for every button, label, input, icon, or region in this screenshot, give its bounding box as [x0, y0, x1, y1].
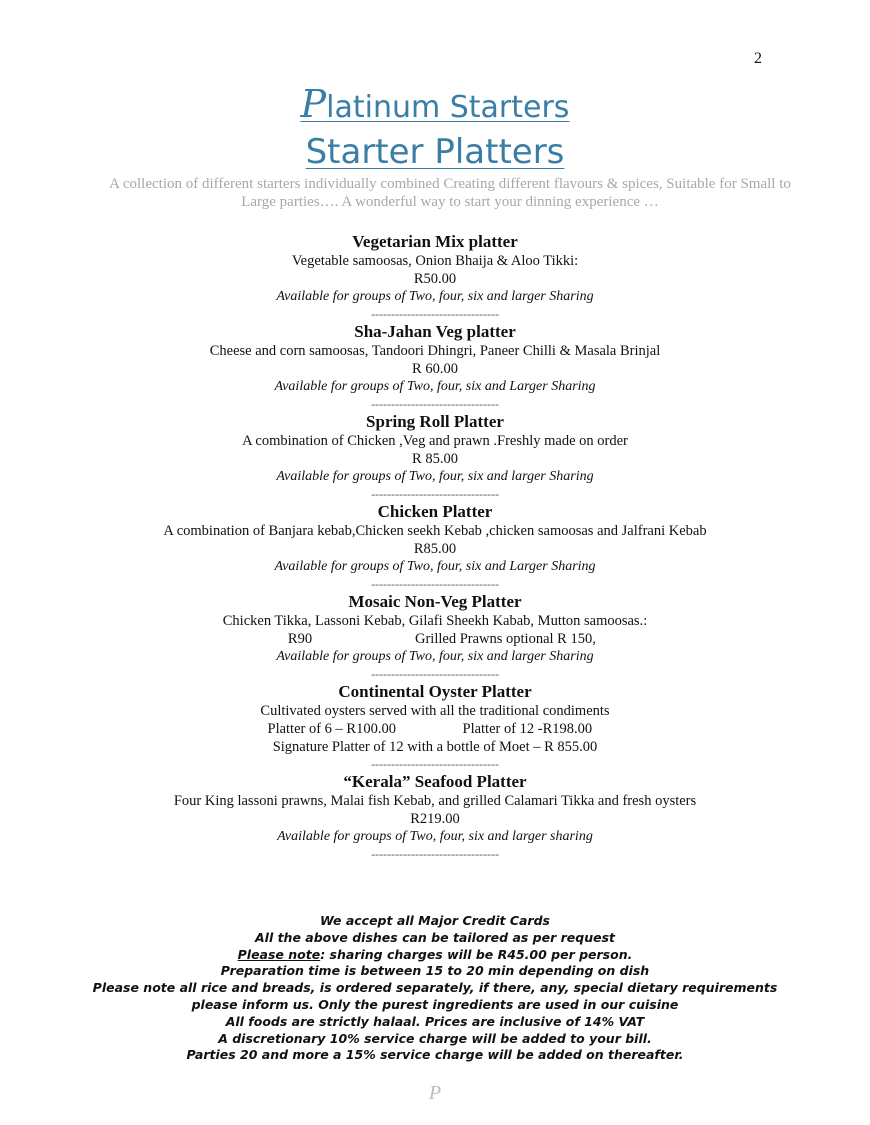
item-price: R85.00 [413, 541, 457, 557]
item-name: Chicken Platter [377, 502, 493, 521]
please-note-text: : sharing charges will be R45.00 per person. [320, 946, 633, 962]
footer-line: please inform us. Only the purest ingredients are used in our cuisine [191, 996, 679, 1012]
item-price: R50.00 [413, 271, 457, 287]
item-description: Cheese and corn samoosas, Tandoori Dhingri, Paneer Chilli & Masala Brinjal [209, 343, 661, 359]
footer-line: A discretionary 10% service charge will be added to your bill. [218, 1030, 652, 1046]
item-price: Platter of 6 – R100.00 [267, 721, 396, 737]
menu-item [0, 232, 870, 322]
item-price: R 85.00 [412, 451, 458, 467]
menu-list [0, 232, 870, 862]
item-extra-line: Signature Platter of 12 with a bottle of Moet – R 855.00 [272, 739, 598, 755]
menu-item [0, 412, 870, 502]
page-subtitle [0, 132, 870, 172]
item-price-extra: Platter of 12 -R198.00 [462, 721, 593, 737]
menu-item [0, 592, 870, 682]
item-price-extra: Grilled Prawns optional R 150, [415, 631, 596, 647]
title-drop-cap: P [300, 82, 327, 126]
separator: -------------------------------- [371, 757, 499, 771]
item-description: Four King lassoni prawns, Malai fish Kebab, and grilled Calamari Tikka and fresh oysters [173, 793, 697, 809]
page-title [0, 82, 870, 126]
subtitle-text: Starter Platters [305, 132, 565, 172]
item-name: Mosaic Non-Veg Platter [348, 592, 522, 611]
intro-text [100, 175, 800, 211]
item-price-row [0, 720, 870, 738]
separator: -------------------------------- [371, 487, 499, 501]
item-name: Continental Oyster Platter [338, 682, 532, 701]
footer-line: All foods are strictly halaal. Prices are inclusive of 14% VAT [225, 1013, 645, 1029]
item-description: A combination of Chicken ,Veg and prawn .Freshly made on order [242, 433, 628, 449]
item-note: Available for groups of Two, four, six and Larger Sharing [274, 379, 596, 394]
menu-item [0, 682, 870, 772]
item-price: R219.00 [410, 811, 460, 827]
item-note: Available for groups of Two, four, six and Larger Sharing [274, 559, 596, 574]
item-price: R 60.00 [412, 361, 458, 377]
item-price: R90 [287, 631, 313, 647]
item-note: Available for groups of Two, four, six and larger sharing [277, 829, 593, 844]
item-description: Cultivated oysters served with all the traditional condiments [260, 703, 610, 719]
page-number: 2 [754, 50, 762, 67]
item-name: “Kerala” Seafood Platter [343, 772, 527, 791]
item-note: Available for groups of Two, four, six and larger Sharing [276, 649, 594, 664]
footer-notes [0, 913, 870, 1064]
intro-line-2: Large parties…. A wonderful way to start your dinning experience … [241, 194, 659, 210]
separator: -------------------------------- [371, 577, 499, 591]
menu-item [0, 772, 870, 862]
title-text: latinum Starters [326, 90, 570, 125]
separator: -------------------------------- [371, 397, 499, 411]
footer-line: Please note all rice and breads, is ordered separately, if there, any, special dietary requirements [92, 980, 778, 996]
separator: -------------------------------- [371, 307, 499, 321]
menu-item [0, 502, 870, 592]
footer-line [0, 947, 870, 964]
item-name: Vegetarian Mix platter [352, 232, 518, 251]
separator: -------------------------------- [371, 667, 499, 681]
item-description: A combination of Banjara kebab,Chicken seekh Kebab ,chicken samoosas and Jalfrani Kebab [163, 523, 707, 539]
item-description: Vegetable samoosas, Onion Bhaija & Aloo Tikki: [291, 253, 579, 269]
footer-line: Parties 20 and more a 15% service charge will be added on thereafter. [186, 1047, 684, 1063]
item-name: Sha-Jahan Veg platter [354, 322, 516, 341]
separator: -------------------------------- [371, 847, 499, 861]
menu-item [0, 322, 870, 412]
item-note: Available for groups of Two, four, six and larger Sharing [276, 289, 594, 304]
item-name: Spring Roll Platter [366, 412, 504, 431]
intro-line-1: A collection of different starters individually combined Creating different flavours & spices, Suitable for Small to [109, 176, 791, 192]
footer-logo-icon: P [428, 1082, 442, 1104]
please-note-label: Please note [237, 946, 321, 962]
footer-line: Preparation time is between 15 to 20 min depending on dish [220, 963, 650, 979]
footer-line: All the above dishes can be tailored as per request [254, 929, 616, 945]
item-price-row [0, 630, 870, 648]
item-note: Available for groups of Two, four, six and larger Sharing [276, 469, 594, 484]
item-description: Chicken Tikka, Lassoni Kebab, Gilafi Sheekh Kabab, Mutton samoosas.: [222, 613, 648, 629]
footer-line: We accept all Major Credit Cards [320, 913, 550, 928]
